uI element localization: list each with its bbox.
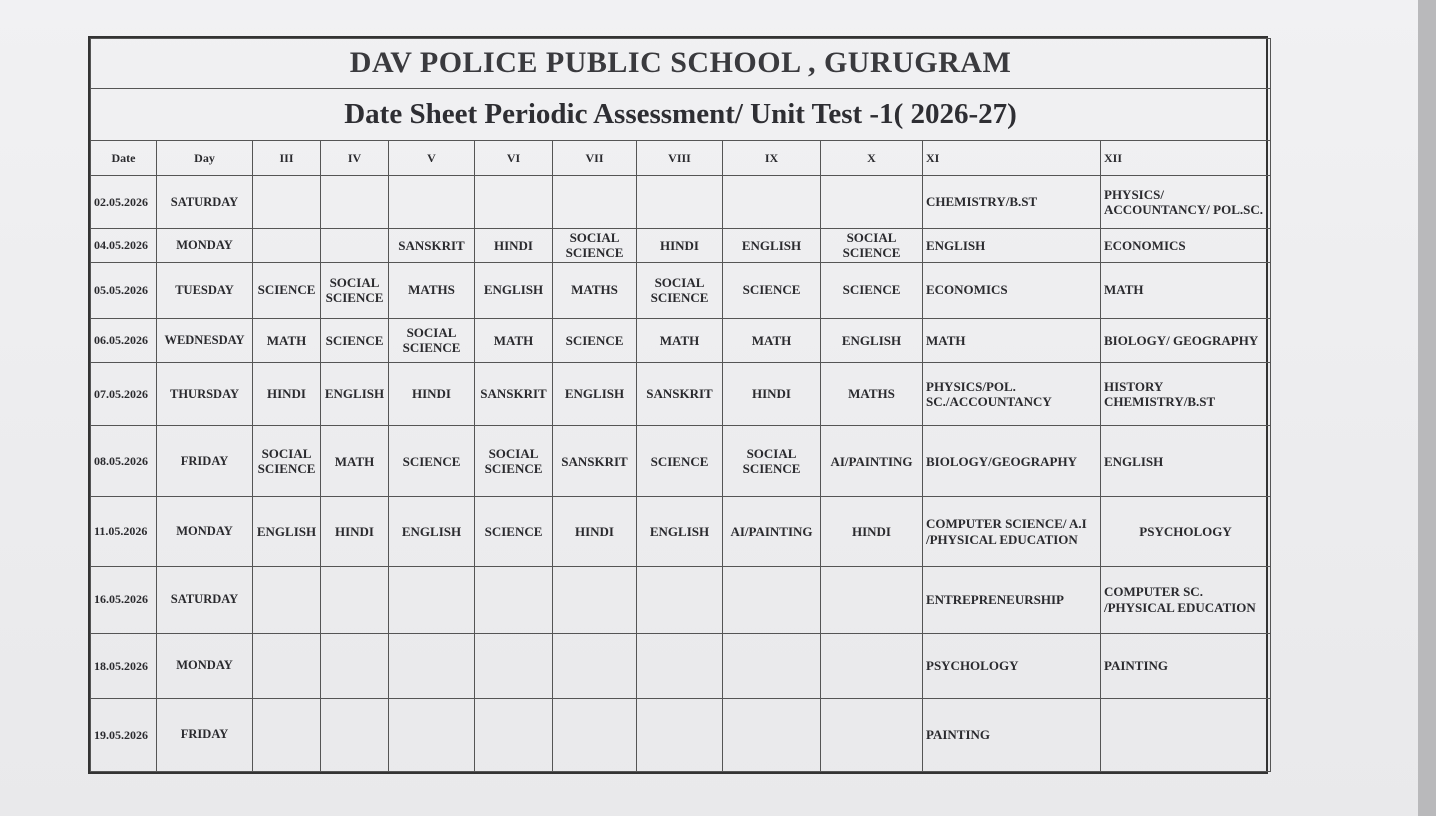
cell-x: HINDI xyxy=(821,497,923,566)
school-name: DAV POLICE PUBLIC SCHOOL , GURUGRAM xyxy=(91,39,1271,89)
cell-vi: SANSKRIT xyxy=(475,363,553,426)
cell-vi xyxy=(475,566,553,633)
cell-viii: SCIENCE xyxy=(637,426,723,497)
cell-iv: HINDI xyxy=(321,497,389,566)
col-header-vi: VI xyxy=(475,140,553,176)
cell-x xyxy=(821,566,923,633)
cell-vi: ENGLISH xyxy=(475,262,553,318)
cell-date: 02.05.2026 xyxy=(91,176,157,229)
cell-vii xyxy=(553,176,637,229)
cell-ix xyxy=(723,176,821,229)
cell-vii xyxy=(553,698,637,771)
cell-x xyxy=(821,633,923,698)
cell-date: 06.05.2026 xyxy=(91,318,157,363)
cell-iii: HINDI xyxy=(253,363,321,426)
cell-iv xyxy=(321,229,389,263)
cell-x: ENGLISH xyxy=(821,318,923,363)
cell-viii xyxy=(637,566,723,633)
cell-day: FRIDAY xyxy=(157,426,253,497)
cell-ix: ENGLISH xyxy=(723,229,821,263)
cell-iii xyxy=(253,566,321,633)
cell-iv xyxy=(321,566,389,633)
table-row xyxy=(91,176,1271,229)
cell-day: SATURDAY xyxy=(157,176,253,229)
cell-iii: ENGLISH xyxy=(253,497,321,566)
cell-iv: SOCIAL SCIENCE xyxy=(321,262,389,318)
cell-vi xyxy=(475,633,553,698)
cell-iii: SCIENCE xyxy=(253,262,321,318)
cell-day: MONDAY xyxy=(157,633,253,698)
cell-xi: CHEMISTRY/B.ST xyxy=(923,176,1101,229)
col-header-iii: III xyxy=(253,140,321,176)
col-header-iv: IV xyxy=(321,140,389,176)
cell-x: SOCIAL SCIENCE xyxy=(821,229,923,263)
cell-vii: SOCIAL SCIENCE xyxy=(553,229,637,263)
cell-xi: PHYSICS/POL. SC./ACCOUNTANCY xyxy=(923,363,1101,426)
cell-vii xyxy=(553,566,637,633)
cell-x xyxy=(821,698,923,771)
cell-x: SCIENCE xyxy=(821,262,923,318)
cell-day: TUESDAY xyxy=(157,262,253,318)
cell-xii xyxy=(1101,698,1271,771)
schedule-rows xyxy=(91,176,1271,772)
cell-day: THURSDAY xyxy=(157,363,253,426)
cell-x xyxy=(821,176,923,229)
table-row xyxy=(91,497,1271,566)
cell-vi: HINDI xyxy=(475,229,553,263)
cell-v xyxy=(389,566,475,633)
cell-iii xyxy=(253,698,321,771)
cell-vii: HINDI xyxy=(553,497,637,566)
col-header-vii: VII xyxy=(553,140,637,176)
cell-viii xyxy=(637,176,723,229)
date-sheet xyxy=(88,36,1268,774)
table-row xyxy=(91,633,1271,698)
table-row xyxy=(91,426,1271,497)
cell-iv xyxy=(321,633,389,698)
cell-xi: ECONOMICS xyxy=(923,262,1101,318)
cell-ix: AI/PAINTING xyxy=(723,497,821,566)
cell-iii: MATH xyxy=(253,318,321,363)
cell-vii: MATHS xyxy=(553,262,637,318)
cell-xii: COMPUTER SC. /PHYSICAL EDUCATION xyxy=(1101,566,1271,633)
col-header-ix: IX xyxy=(723,140,821,176)
cell-v xyxy=(389,176,475,229)
cell-v xyxy=(389,633,475,698)
cell-iv xyxy=(321,176,389,229)
col-header-day: Day xyxy=(157,140,253,176)
cell-iii: SOCIAL SCIENCE xyxy=(253,426,321,497)
cell-v: MATHS xyxy=(389,262,475,318)
cell-iv: SCIENCE xyxy=(321,318,389,363)
cell-viii: MATH xyxy=(637,318,723,363)
cell-date: 19.05.2026 xyxy=(91,698,157,771)
col-header-viii: VIII xyxy=(637,140,723,176)
title-row xyxy=(91,39,1271,89)
cell-ix: SOCIAL SCIENCE xyxy=(723,426,821,497)
table-row xyxy=(91,363,1271,426)
cell-ix xyxy=(723,633,821,698)
cell-viii: SOCIAL SCIENCE xyxy=(637,262,723,318)
cell-v: SANSKRIT xyxy=(389,229,475,263)
cell-xi: ENGLISH xyxy=(923,229,1101,263)
cell-x: AI/PAINTING xyxy=(821,426,923,497)
cell-xii: BIOLOGY/ GEOGRAPHY xyxy=(1101,318,1271,363)
cell-iii xyxy=(253,633,321,698)
cell-vi: SCIENCE xyxy=(475,497,553,566)
cell-iv xyxy=(321,698,389,771)
cell-date: 16.05.2026 xyxy=(91,566,157,633)
cell-iii xyxy=(253,229,321,263)
cell-vi: MATH xyxy=(475,318,553,363)
col-header-xii: XII xyxy=(1101,140,1271,176)
cell-xi: ENTREPRENEURSHIP xyxy=(923,566,1101,633)
cell-date: 18.05.2026 xyxy=(91,633,157,698)
cell-v: HINDI xyxy=(389,363,475,426)
cell-date: 04.05.2026 xyxy=(91,229,157,263)
cell-date: 11.05.2026 xyxy=(91,497,157,566)
cell-vii: SCIENCE xyxy=(553,318,637,363)
table-row xyxy=(91,698,1271,771)
cell-day: MONDAY xyxy=(157,229,253,263)
table-row xyxy=(91,318,1271,363)
cell-vi xyxy=(475,176,553,229)
cell-xi: BIOLOGY/GEOGRAPHY xyxy=(923,426,1101,497)
cell-xii: HISTORY CHEMISTRY/B.ST xyxy=(1101,363,1271,426)
cell-xii: ENGLISH xyxy=(1101,426,1271,497)
cell-viii: HINDI xyxy=(637,229,723,263)
cell-date: 05.05.2026 xyxy=(91,262,157,318)
col-header-date: Date xyxy=(91,140,157,176)
cell-vi xyxy=(475,698,553,771)
col-header-x: X xyxy=(821,140,923,176)
cell-v: SOCIAL SCIENCE xyxy=(389,318,475,363)
cell-vii xyxy=(553,633,637,698)
cell-day: FRIDAY xyxy=(157,698,253,771)
cell-iii xyxy=(253,176,321,229)
cell-vii: ENGLISH xyxy=(553,363,637,426)
cell-vi: SOCIAL SCIENCE xyxy=(475,426,553,497)
cell-ix xyxy=(723,566,821,633)
cell-xi: PSYCHOLOGY xyxy=(923,633,1101,698)
cell-xii: ECONOMICS xyxy=(1101,229,1271,263)
cell-ix: MATH xyxy=(723,318,821,363)
cell-ix: HINDI xyxy=(723,363,821,426)
subtitle-row xyxy=(91,88,1271,140)
cell-xii: PSYCHOLOGY xyxy=(1101,497,1271,566)
cell-viii: ENGLISH xyxy=(637,497,723,566)
cell-date: 08.05.2026 xyxy=(91,426,157,497)
cell-xii: PHYSICS/ ACCOUNTANCY/ POL.SC. xyxy=(1101,176,1271,229)
cell-ix xyxy=(723,698,821,771)
cell-vii: SANSKRIT xyxy=(553,426,637,497)
cell-ix: SCIENCE xyxy=(723,262,821,318)
cell-xii: MATH xyxy=(1101,262,1271,318)
cell-iv: MATH xyxy=(321,426,389,497)
col-header-xi: XI xyxy=(923,140,1101,176)
cell-v: ENGLISH xyxy=(389,497,475,566)
table-row xyxy=(91,566,1271,633)
cell-xi: MATH xyxy=(923,318,1101,363)
cell-v: SCIENCE xyxy=(389,426,475,497)
sheet-title: Date Sheet Periodic Assessment/ Unit Test -1( 2026-27) xyxy=(91,88,1271,140)
cell-day: SATURDAY xyxy=(157,566,253,633)
table-row xyxy=(91,229,1271,263)
cell-xii: PAINTING xyxy=(1101,633,1271,698)
header-row xyxy=(91,140,1271,176)
table-row xyxy=(91,262,1271,318)
cell-viii xyxy=(637,698,723,771)
cell-date: 07.05.2026 xyxy=(91,363,157,426)
cell-xi: COMPUTER SCIENCE/ A.I /PHYSICAL EDUCATION xyxy=(923,497,1101,566)
cell-iv: ENGLISH xyxy=(321,363,389,426)
cell-v xyxy=(389,698,475,771)
cell-viii: SANSKRIT xyxy=(637,363,723,426)
date-sheet-table xyxy=(90,38,1271,772)
cell-day: WEDNESDAY xyxy=(157,318,253,363)
cell-xi: PAINTING xyxy=(923,698,1101,771)
cell-viii xyxy=(637,633,723,698)
col-header-v: V xyxy=(389,140,475,176)
cell-x: MATHS xyxy=(821,363,923,426)
cell-day: MONDAY xyxy=(157,497,253,566)
